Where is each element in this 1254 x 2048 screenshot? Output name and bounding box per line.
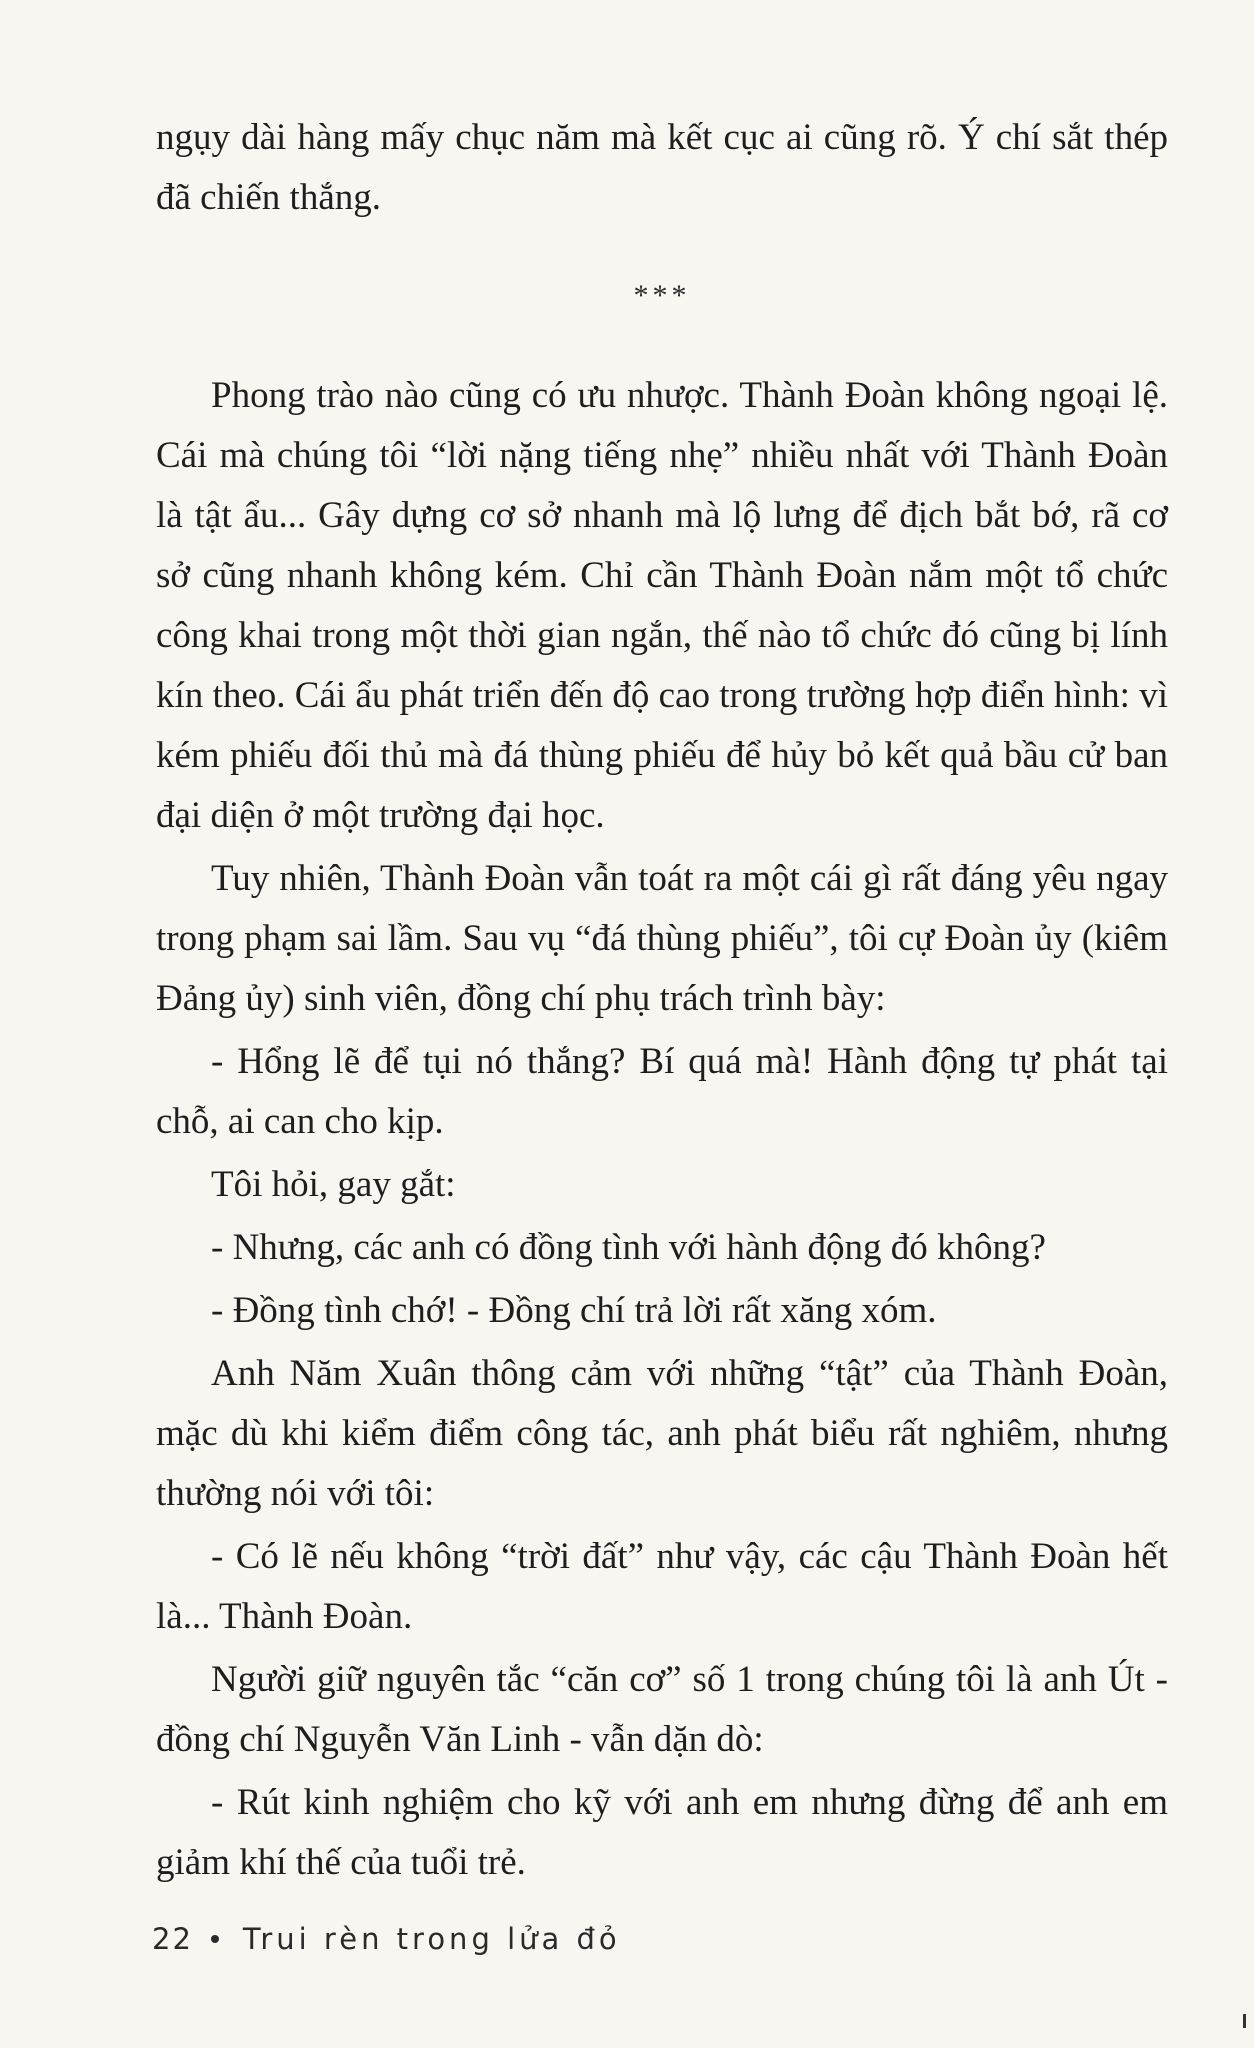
bullet-dot-icon bbox=[211, 1935, 219, 1943]
dialogue-1: - Hổng lẽ để tụi nó thắng? Bí quá mà! Hành động tự phát tại chỗ, ai can cho kịp. bbox=[156, 1041, 1168, 1142]
paragraph-3: Tôi hỏi, gay gắt: bbox=[211, 1164, 456, 1205]
scan-edge-mark bbox=[1243, 2014, 1246, 2028]
section-separator: *** bbox=[633, 279, 691, 312]
running-title: Trui rèn trong lửa đỏ bbox=[242, 1922, 621, 1956]
dialogue-4: - Có lẽ nếu không “trời đất” như vậy, các cậu Thành Đoàn hết là... Thành Đoàn. bbox=[156, 1536, 1168, 1637]
page-number: 22 bbox=[152, 1922, 193, 1956]
dialogue-2: - Nhưng, các anh có đồng tình với hành động đó không? bbox=[211, 1227, 1046, 1268]
paragraph-5: Người giữ nguyên tắc “căn cơ” số 1 trong chúng tôi là anh Út - đồng chí Nguyễn Văn Linh - vẫn dặn dò: bbox=[156, 1659, 1168, 1760]
paragraph-continuation: ngụy dài hàng mấy chục năm mà kết cục ai cũng rõ. Ý chí sắt thép đã chiến thắng. bbox=[156, 117, 1168, 218]
page-body bbox=[156, 108, 1168, 1896]
dialogue-5: - Rút kinh nghiệm cho kỹ với anh em nhưng đừng để anh em giảm khí thế của tuổi trẻ. bbox=[156, 1782, 1168, 1883]
dialogue-3: - Đồng tình chớ! - Đồng chí trả lời rất xăng xóm. bbox=[211, 1290, 937, 1331]
paragraph-1: Phong trào nào cũng có ưu nhược. Thành Đoàn không ngoại lệ. Cái mà chúng tôi “lời nặng tiếng nhẹ” nhiều nhất với Thành Đoàn là tật ẩu... Gây dựng cơ sở nhanh mà lộ lưng để địch bắt bớ, rã cơ sở cũng nhanh không kém. Chỉ cần Thành Đoàn nắm một tổ chức công khai trong một thời gian ngắn, thế nào tổ chức đó cũng bị lính kín theo. Cái ẩu phát triển đến độ cao trong trường hợp điển hình: vì kém phiếu đối thủ mà đá thùng phiếu để hủy bỏ kết quả bầu cử ban đại diện ở một trường đại học. bbox=[156, 375, 1168, 836]
page-footer bbox=[152, 1922, 621, 1956]
paragraph-4: Anh Năm Xuân thông cảm với những “tật” của Thành Đoàn, mặc dù khi kiểm điểm công tác, anh phát biểu rất nghiêm, nhưng thường nói với tôi: bbox=[156, 1353, 1168, 1514]
paragraph-2: Tuy nhiên, Thành Đoàn vẫn toát ra một cái gì rất đáng yêu ngay trong phạm sai lầm. Sau vụ “đá thùng phiếu”, tôi cự Đoàn ủy (kiêm Đảng ủy) sinh viên, đồng chí phụ trách trình bày: bbox=[156, 858, 1168, 1019]
